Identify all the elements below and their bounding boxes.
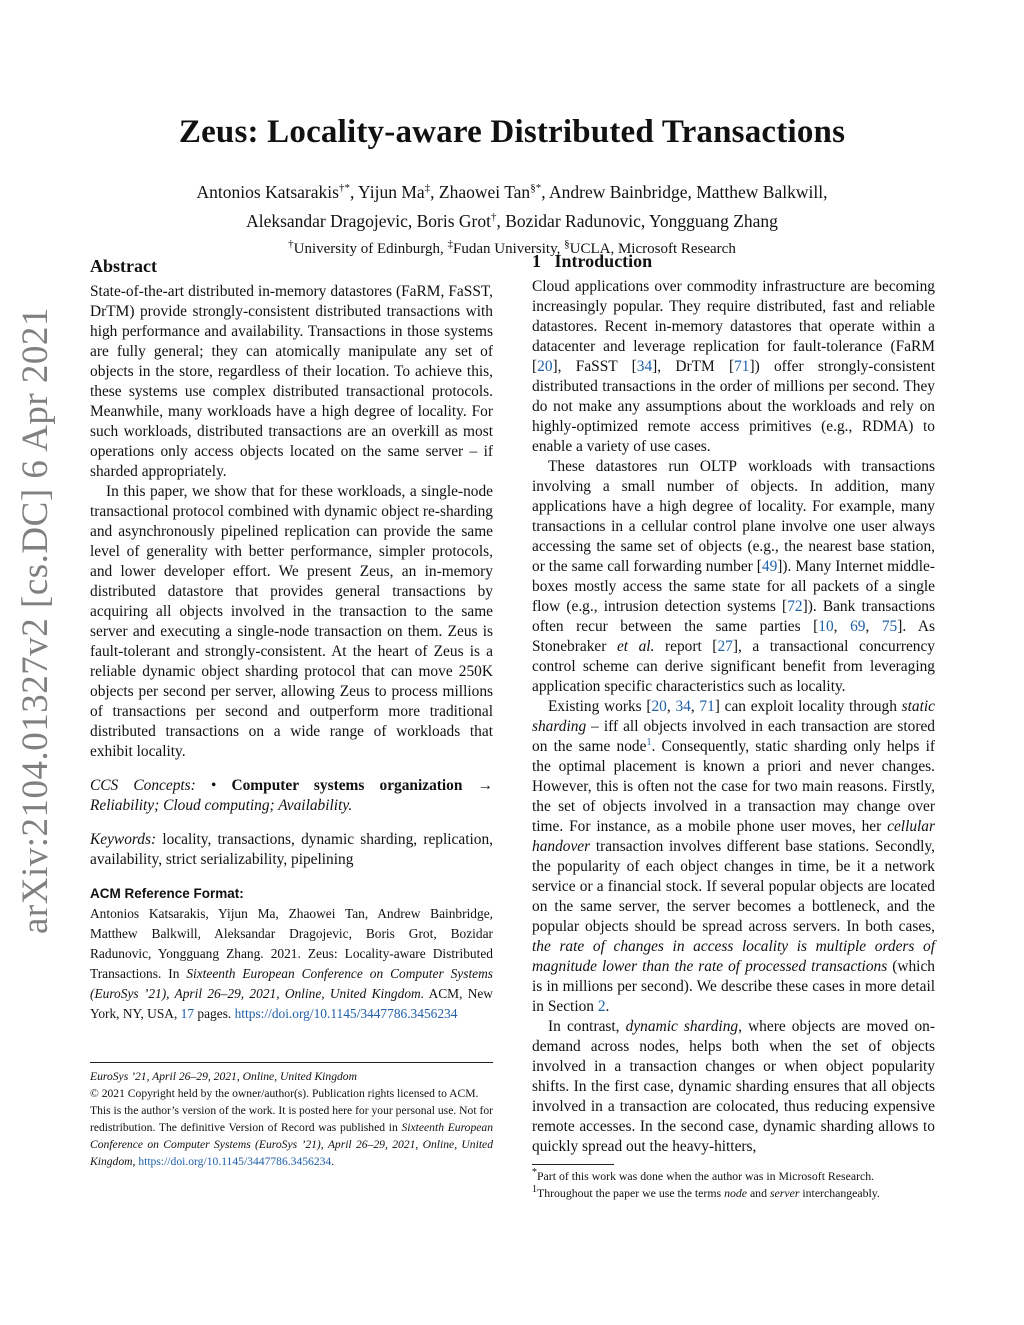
citation[interactable]: 72 <box>787 598 803 615</box>
arxiv-identifier: arXiv:2104.01327v2 [cs.DC] 6 Apr 2021 <box>15 307 56 934</box>
intro-paragraph-4: In contrast, dynamic sharding, where objects are moved on-demand across nodes, helps both when the set of objects involved in a transaction changes or when object popularity shifts. In the first case, dynamic sharding ensures that all objects involved in a transaction are colocated, thus reducing expensive remote accesses. In the second case, dynamic sharding allows to quickly spread out the heavy-hitters, <box>532 1018 935 1155</box>
acm-reference-heading: ACM Reference Format: <box>90 886 244 901</box>
ccs-concepts: CCS Concepts: • Computer systems organization → Reliability; Cloud computing; Availability. <box>90 777 493 814</box>
author-line-2: Aleksandar Dragojevic, Boris Grot†, Bozidar Radunovic, Yongguang Zhang <box>246 210 778 231</box>
citation[interactable]: 49 <box>761 558 778 575</box>
paper-title: Zeus: Locality-aware Distributed Transactions <box>178 114 846 150</box>
footnote-marker[interactable]: 1 <box>646 736 652 748</box>
footer-doi-link[interactable]: https://doi.org/10.1145/3447786.3456234 <box>138 1155 332 1168</box>
section-link[interactable]: 2 <box>597 998 606 1015</box>
citation[interactable]: 20 <box>651 698 667 715</box>
right-column <box>532 251 935 1157</box>
citation[interactable]: 27 <box>717 638 733 655</box>
footer-copyright: © 2021 Copyright held by the owner/author(s). Publication rights licensed to ACM. <box>90 1087 479 1100</box>
affiliations: †University of Edinburgh, ‡Fudan University, §UCLA, Microsoft Research <box>288 237 736 257</box>
footnote-divider-left <box>90 1062 493 1063</box>
footer-venue: EuroSys ’21, April 26–29, 2021, Online, United Kingdom <box>90 1070 357 1083</box>
footer-left <box>90 1068 493 1170</box>
citation[interactable]: 71 <box>734 358 750 375</box>
intro-paragraph-3: Existing works [20, 34, 71] can exploit locality through static sharding – iff all objects involved in each transaction are stored on the same node$^1$. Consequently, static sharding only helps if the optimal placement is known a priori and never changes. However, this is often not the case for two main reasons. Firstly, the set of objects involved in a transaction may change over time. For instance, as a mobile phone user moves, her cellular handover transaction involves different base stations. Secondly, the popularity of each object changes in time, be it a network service or a financial stock. If several popular objects are located on the same server, the server becomes a bottleneck, and the popular objects should be spread across servers. In both cases, the rate of changes in access locality is multiple orders of magnitude lower than the rate of processed transactions (which is in millions per second). We describe these cases in more detail in Section 2. <box>532 698 935 1015</box>
abstract-paragraph-2: In this paper, we show that for these workloads, a single-node transactional protocol combined with dynamic object re-sharding and asynchronously pipelined replication can provide the same level of generality with better performance, simpler protocols, and lower developer effort. We present Zeus, an in-memory distributed datastore that provides general transactions by acquiring all objects involved in the transaction to the same server and executing a single-node transaction on them. Zeus is fault-tolerant and strongly-consistent. At the heart of Zeus is a reliable dynamic object sharding protocol that can move 250K objects per second per server, allowing Zeus to process millions of transactions per second and outperform more traditional distributed transactions on a wide range of workloads that exhibit locality. <box>90 483 493 760</box>
footer-right <box>532 1168 935 1202</box>
footnote-star: *Part of this work was done when the author was in Microsoft Research. <box>532 1167 875 1183</box>
abstract-heading: Abstract <box>90 256 157 276</box>
introduction-heading: 1 Introduction <box>532 251 653 271</box>
abstract-paragraph-1: State-of-the-art distributed in-memory datastores (FaRM, FaSST, DrTM) provide strongly-consistent distributed transactions with high performance and availability. Transactions in those systems are fully general; they can atomically manipulate any set of objects in the store, regardless of their location. To achieve this, these systems use complex distributed transactional protocols. Meanwhile, many workloads have a high degree of locality. For such workloads, distributed transactions are an overkill as most operations only access objects located on the same server – if sharded appropriately. <box>90 283 493 480</box>
pages-link[interactable]: 17 <box>180 1006 195 1021</box>
doi-link[interactable]: https://doi.org/10.1145/3447786.3456234 <box>234 1006 458 1021</box>
intro-paragraph-2: These datastores run OLTP workloads with transactions involving a small number of objects. In addition, many applications have a high degree of locality. For example, many transactions in a cellular control plane involve one user always accessing the same set of objects (e.g., the nearest base station, or the same call forwarding number [49]). Many Internet middle-boxes mostly access the same state for all packets of a single flow (e.g., intrusion detection systems [72]). Bank transactions often recur between the same parties [10, 69, 75]. As Stonebraker et al. report [27], a transactional concurrency control scheme can derive significant benefit from leveraging application specific characteristics such as locality. <box>532 458 935 695</box>
acm-reference: Antonios Katsarakis, Yijun Ma, Zhaowei Tan, Andrew Bainbridge, Matthew Balkwill, Aleksandar Dragojevic, Boris Grot, Bozidar Radunovic, Yongguang Zhang. 2021. Zeus: Locality-aware Distributed Transactions. In Sixteenth European Conference on Computer Systems (EuroSys ’21), April 26–29, 2021, Online, United Kingdom. ACM, New York, NY, USA, 17 pages. https://doi.org/10.1145/3447786.3456234 <box>90 906 493 1021</box>
keywords: Keywords: locality, transactions, dynamic sharding, replication, availability, strict serializability, pipelining <box>90 831 493 868</box>
citation[interactable]: 20 <box>537 358 553 375</box>
author-block <box>90 176 934 259</box>
citation[interactable]: 69 <box>850 618 866 635</box>
footnote-1: $^1$Throughout the paper we use the terms node and server interchangeably. <box>532 1184 880 1200</box>
left-column <box>90 256 493 1024</box>
citation[interactable]: 10 <box>818 618 834 635</box>
author-line-1: Antonios Katsarakis†*, Yijun Ma‡, Zhaowei Tan§*, Andrew Bainbridge, Matthew Balkwill, <box>196 181 828 202</box>
intro-paragraph-1: Cloud applications over commodity infrastructure are becoming increasingly popular. They require distributed, fast and reliable datastores. Recent in-memory datastores that operate within a datacenter and leverage replication for fault-tolerance (FaRM [20], FaSST [34], DrTM [71]) offer strongly-consistent distributed transactions in the order of millions per second. They do not make any assumptions about the workloads and rely on highly-optimized remote access primitives (e.g., RDMA) to enable a variety of use cases. <box>532 278 935 455</box>
citation[interactable]: 71 <box>699 698 715 715</box>
footnote-divider-right <box>532 1164 614 1165</box>
footer-note: This is the author’s version of the work. It is posted here for your personal use. Not for redistribution. The definitive Version of Record was published in Sixteenth European Conference on Computer Systems (EuroSys ’21), April 26–29, 2021, Online, United Kingdom, https://doi.org/10.1145/3447786.3456234. <box>90 1104 493 1168</box>
citation[interactable]: 34 <box>675 698 691 715</box>
citation[interactable]: 75 <box>881 618 898 635</box>
citation[interactable]: 34 <box>636 358 653 375</box>
